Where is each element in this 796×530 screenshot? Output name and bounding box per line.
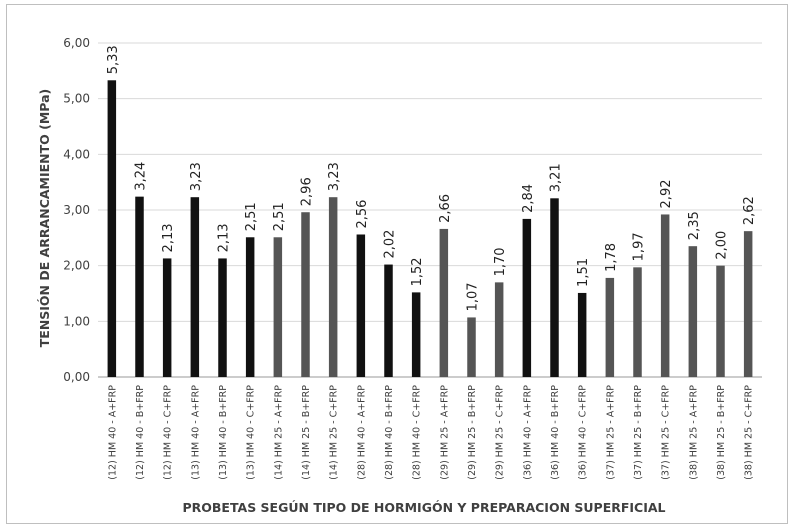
data-label: 1,51 (576, 257, 592, 287)
data-label: 2,62 (742, 196, 758, 226)
y-axis-tick-labels (63, 36, 90, 384)
bar (744, 231, 753, 377)
data-label: 2,66 (437, 193, 453, 223)
data-label: 3,21 (548, 163, 564, 193)
x-category-label: (38) HM 25 - C+FRP (743, 385, 755, 480)
data-labels (106, 45, 757, 311)
data-label: 2,51 (271, 202, 287, 232)
x-axis-title: PROBETAS SEGÚN TIPO DE HORMIGÓN Y PREPARACION SUPERFICIAL (182, 500, 666, 515)
x-category-label: (36) HM 40 - C+FRP (577, 385, 589, 480)
bar (384, 265, 393, 377)
data-label: 2,51 (244, 202, 260, 232)
bar (689, 246, 698, 377)
x-category-label: (13) HM 40 - C+FRP (245, 385, 257, 480)
bar (329, 197, 338, 377)
bar (440, 229, 449, 377)
bar (606, 278, 615, 377)
x-category-label: (37) HM 25 - C+FRP (660, 385, 672, 480)
data-label: 3,24 (133, 161, 149, 191)
x-category-label: (12) HM 40 - B+FRP (135, 385, 146, 480)
data-label: 1,52 (410, 257, 426, 287)
data-label: 3,23 (327, 162, 343, 192)
x-category-label: (29) HM 25 - A+FRP (439, 385, 451, 480)
bars (108, 80, 753, 377)
data-label: 2,96 (299, 177, 315, 207)
x-category-label: (13) HM 40 - B+FRP (218, 385, 229, 480)
y-tick-label: 4,00 (63, 147, 90, 162)
y-tick-label: 0,00 (63, 370, 90, 384)
data-label: 2,13 (216, 223, 232, 253)
bar (301, 212, 310, 377)
bar (467, 317, 476, 377)
y-tick-label: 2,00 (63, 258, 90, 273)
x-category-label: (29) HM 25 - C+FRP (494, 384, 506, 480)
x-category-label: (37) HM 25 - A+FRP (605, 385, 617, 480)
bar (135, 197, 144, 377)
x-category-label: (29) HM 25 - B+FRP (467, 385, 478, 480)
data-label: 1,97 (631, 232, 647, 262)
x-category-label: (13) HM 40 - A+FRP (190, 385, 202, 480)
bar-chart (7, 5, 789, 525)
bar (495, 282, 504, 377)
bar (633, 267, 642, 377)
x-category-label: (38) HM 25 - B+FRP (716, 385, 727, 480)
bar (578, 293, 587, 377)
bar (108, 80, 117, 377)
y-axis-title: TENSIÓN DE ARRANCAMIENTO (MPa) (37, 88, 52, 348)
data-label: 2,35 (686, 211, 702, 241)
bar (523, 219, 532, 377)
data-label: 5,33 (105, 45, 121, 75)
x-category-label: (37) HM 25 - B+FRP (633, 385, 644, 480)
bar (218, 258, 227, 377)
data-label: 2,84 (520, 183, 536, 213)
x-category-label: (36) HM 40 - A+FRP (522, 385, 534, 480)
x-category-label: (38) HM 25 - A+FRP (688, 385, 700, 480)
y-tick-label: 1,00 (63, 314, 90, 329)
bar (412, 292, 421, 377)
bar (274, 237, 283, 377)
x-category-label: (14) HM 25 - A+FRP (273, 385, 285, 480)
bar (661, 214, 670, 377)
data-label: 2,92 (659, 179, 675, 209)
data-label: 1,07 (465, 282, 481, 312)
x-category-label: (28) HM 40 - A+FRP (356, 385, 368, 480)
data-label: 1,78 (603, 242, 619, 272)
x-axis-category-labels (107, 385, 754, 480)
data-label: 3,23 (188, 162, 204, 192)
bar (357, 234, 366, 377)
bar (716, 266, 725, 377)
y-tick-label: 5,00 (63, 91, 90, 106)
y-tick-label: 6,00 (63, 36, 90, 50)
x-category-label: (36) HM 40 - B+FRP (550, 385, 561, 480)
bar (163, 258, 172, 377)
bar (191, 197, 200, 377)
x-category-label: (12) HM 40 - A+FRP (107, 385, 119, 480)
bar (246, 237, 255, 377)
data-label: 1,70 (493, 247, 509, 277)
data-label: 2,13 (161, 223, 177, 253)
data-label: 2,00 (714, 230, 730, 260)
x-category-label: (12) HM 40 - C+FRP (162, 385, 174, 480)
x-category-label: (28) HM 40 - B+FRP (384, 385, 395, 480)
bar (550, 198, 559, 377)
data-label: 2,02 (382, 229, 398, 259)
x-category-label: (14) HM 25 - B+FRP (301, 385, 312, 480)
y-tick-label: 3,00 (63, 203, 90, 217)
x-category-label: (28) HM 40 - C+FRP (411, 385, 423, 480)
x-category-label: (14) HM 25 - C+FRP (328, 385, 340, 480)
data-label: 2,56 (354, 199, 370, 229)
chart-frame (6, 4, 788, 524)
